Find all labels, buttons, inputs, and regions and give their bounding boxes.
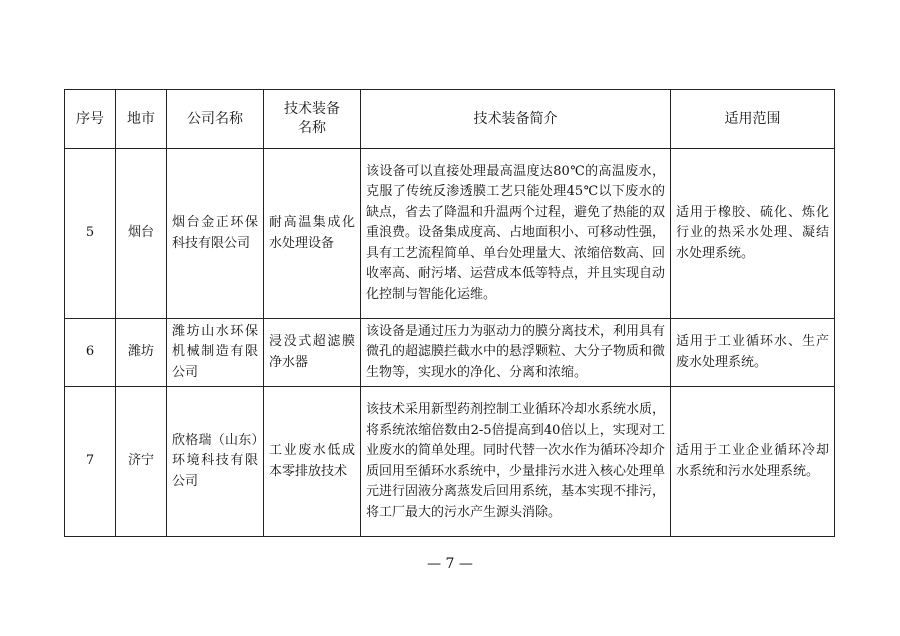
row-city: 潍坊	[116, 319, 167, 387]
row-description: 该设备是通过压力为驱动力的膜分离技术，利用具有微孔的超滤膜拦截水中的悬浮颗粒、大分子物质和微生物等，实现水的净化、分离和浓缩。	[361, 319, 671, 387]
technology-table	[64, 89, 835, 537]
row-company: 潍坊山水环保机械制造有限公司	[167, 319, 264, 387]
table-row	[65, 319, 835, 387]
table-header-row	[65, 90, 835, 149]
page-number: — 7 —	[427, 556, 473, 572]
row-company: 欣格瑞（山东）环境科技有限公司	[167, 387, 264, 537]
row-index: 6	[65, 319, 116, 387]
row-city: 烟台	[116, 149, 167, 319]
row-city: 济宁	[116, 387, 167, 537]
header-scope: 适用范围	[671, 90, 835, 149]
header-index: 序号	[65, 90, 116, 149]
table-row	[65, 387, 835, 537]
header-city: 地市	[116, 90, 167, 149]
row-index: 5	[65, 149, 116, 319]
header-company: 公司名称	[167, 90, 264, 149]
header-description: 技术装备简介	[361, 90, 671, 149]
row-index: 7	[65, 387, 116, 537]
row-description: 该技术采用新型药剂控制工业循环冷却水系统水质，将系统浓缩倍数由2-5倍提高到40倍以上，实现对工业废水的简单处理。同时代替一次水作为循环冷却介质回用至循环水系统中，少量排污水进入核心处理单元进行固液分离蒸发后回用系统，基本实现不排污，将工厂最大的污水产生源头消除。	[361, 387, 671, 537]
row-scope: 适用于橡胶、硫化、炼化行业的热采水处理、凝结水处理系统。	[671, 149, 835, 319]
row-scope: 适用于工业企业循环冷却水系统和污水处理系统。	[671, 387, 835, 537]
row-equipment: 工业废水低成本零排放技术	[264, 387, 361, 537]
row-equipment: 耐高温集成化水处理设备	[264, 149, 361, 319]
row-description: 该设备可以直接处理最高温度达80℃的高温废水，克服了传统反渗透膜工艺只能处理45℃以下废水的缺点，省去了降温和升温两个过程，避免了热能的双重浪费。设备集成度高、占地面积小、可移动性强，具有工艺流程简单、单台处理量大、浓缩倍数高、回收率高、耐污堵、运营成本低等特点，并且实现自动化控制与智能化运维。	[361, 149, 671, 319]
row-scope: 适用于工业循环水、生产废水处理系统。	[671, 319, 835, 387]
table-row	[65, 149, 835, 319]
row-equipment: 浸没式超滤膜净水器	[264, 319, 361, 387]
row-company: 烟台金正环保科技有限公司	[167, 149, 264, 319]
header-equipment: 技术装备 名称	[264, 90, 361, 149]
